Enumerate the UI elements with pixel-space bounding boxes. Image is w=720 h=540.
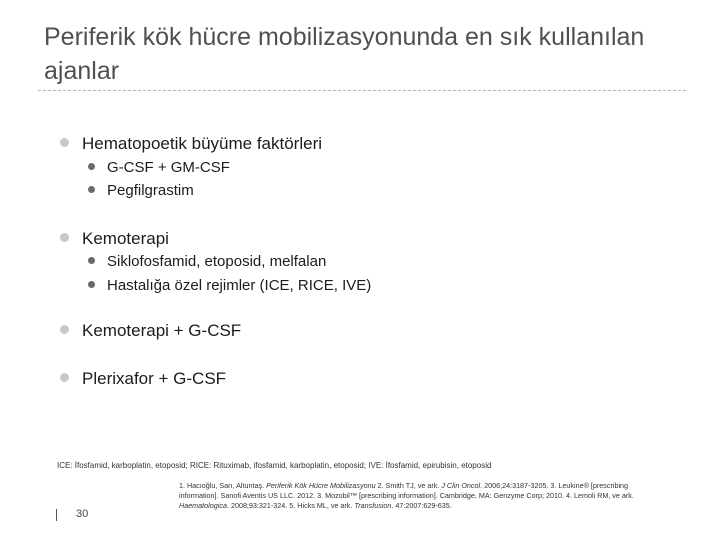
reference-journal: Haematologica (179, 501, 227, 510)
sub-item-gcsf-gmcsf (88, 159, 230, 177)
reference-text: 2. Smith TJ, ve ark. (375, 481, 442, 490)
sub-item-regimens (88, 277, 371, 295)
abbreviations-footnote: ICE: İfosfamid, karboplatin, etoposid; RICE: Rituximab, ifosfamid, karboplatin, etoposid; IVE: İfosfamid, epirubisin, etoposid (57, 461, 492, 470)
sub-item-agents (88, 253, 326, 271)
sub-bullet-icon (88, 257, 95, 264)
title-divider (38, 90, 686, 91)
list-item-chemotherapy (60, 229, 169, 249)
sub-bullet-icon (88, 186, 95, 193)
bullet-icon (60, 373, 69, 382)
sub-bullet-icon (88, 163, 95, 170)
list-item-chemo-gcsf (60, 321, 241, 341)
sub-bullet-icon (88, 281, 95, 288)
sub-item-label: G-CSF + GM-CSF (107, 159, 230, 176)
sub-item-label: Siklofosfamid, etoposid, melfalan (107, 253, 327, 270)
references (179, 481, 649, 511)
bullet-icon (60, 233, 69, 242)
list-item-plerixafor-gcsf (60, 369, 226, 389)
reference-text: . 2008;93:321-324. 5. Hicks ML, ve ark. (226, 501, 355, 510)
reference-text: . 2006;24:3187-3205. 3. Leukine® [prescribing information]. Sanofi Aventis US LLC. 2012. 3. Mozobil™ [prescribing information]. Cambridge, MA: Genzyme Corp; 2010. 4. Lemoli RM, ve ark. (179, 481, 634, 500)
list-item-label: Hematopoetik büyüme faktörleri (82, 134, 323, 153)
reference-title: Periferik Kök Hücre Mobilizasyonu (266, 481, 376, 490)
slide-number-divider (56, 509, 57, 521)
bullet-icon (60, 325, 69, 334)
sub-item-label: Pegfilgrastim (107, 182, 194, 199)
reference-journal: J Clin Oncol (441, 481, 481, 490)
list-item-label: Plerixafor + G-CSF (82, 369, 227, 388)
slide-number: 30 (76, 508, 89, 520)
reference-text: 1. Hacıoğlu, Sarı, Altuntaş. (179, 481, 267, 490)
sub-item-label: Hastalığa özel rejimler (ICE, RICE, IVE) (107, 277, 372, 294)
list-item-label: Kemoterapi + G-CSF (82, 321, 242, 340)
reference-text: . 47:2007:629-635. (391, 501, 452, 510)
list-item-growth-factors (60, 134, 322, 154)
sub-item-pegfilgrastim (88, 182, 194, 200)
list-item-label: Kemoterapi (82, 229, 169, 248)
slide-title: Periferik kök hücre mobilizasyonunda en sık kullanılan ajanlar (44, 23, 645, 85)
bullet-icon (60, 138, 69, 147)
reference-journal: Transfusion (354, 501, 392, 510)
